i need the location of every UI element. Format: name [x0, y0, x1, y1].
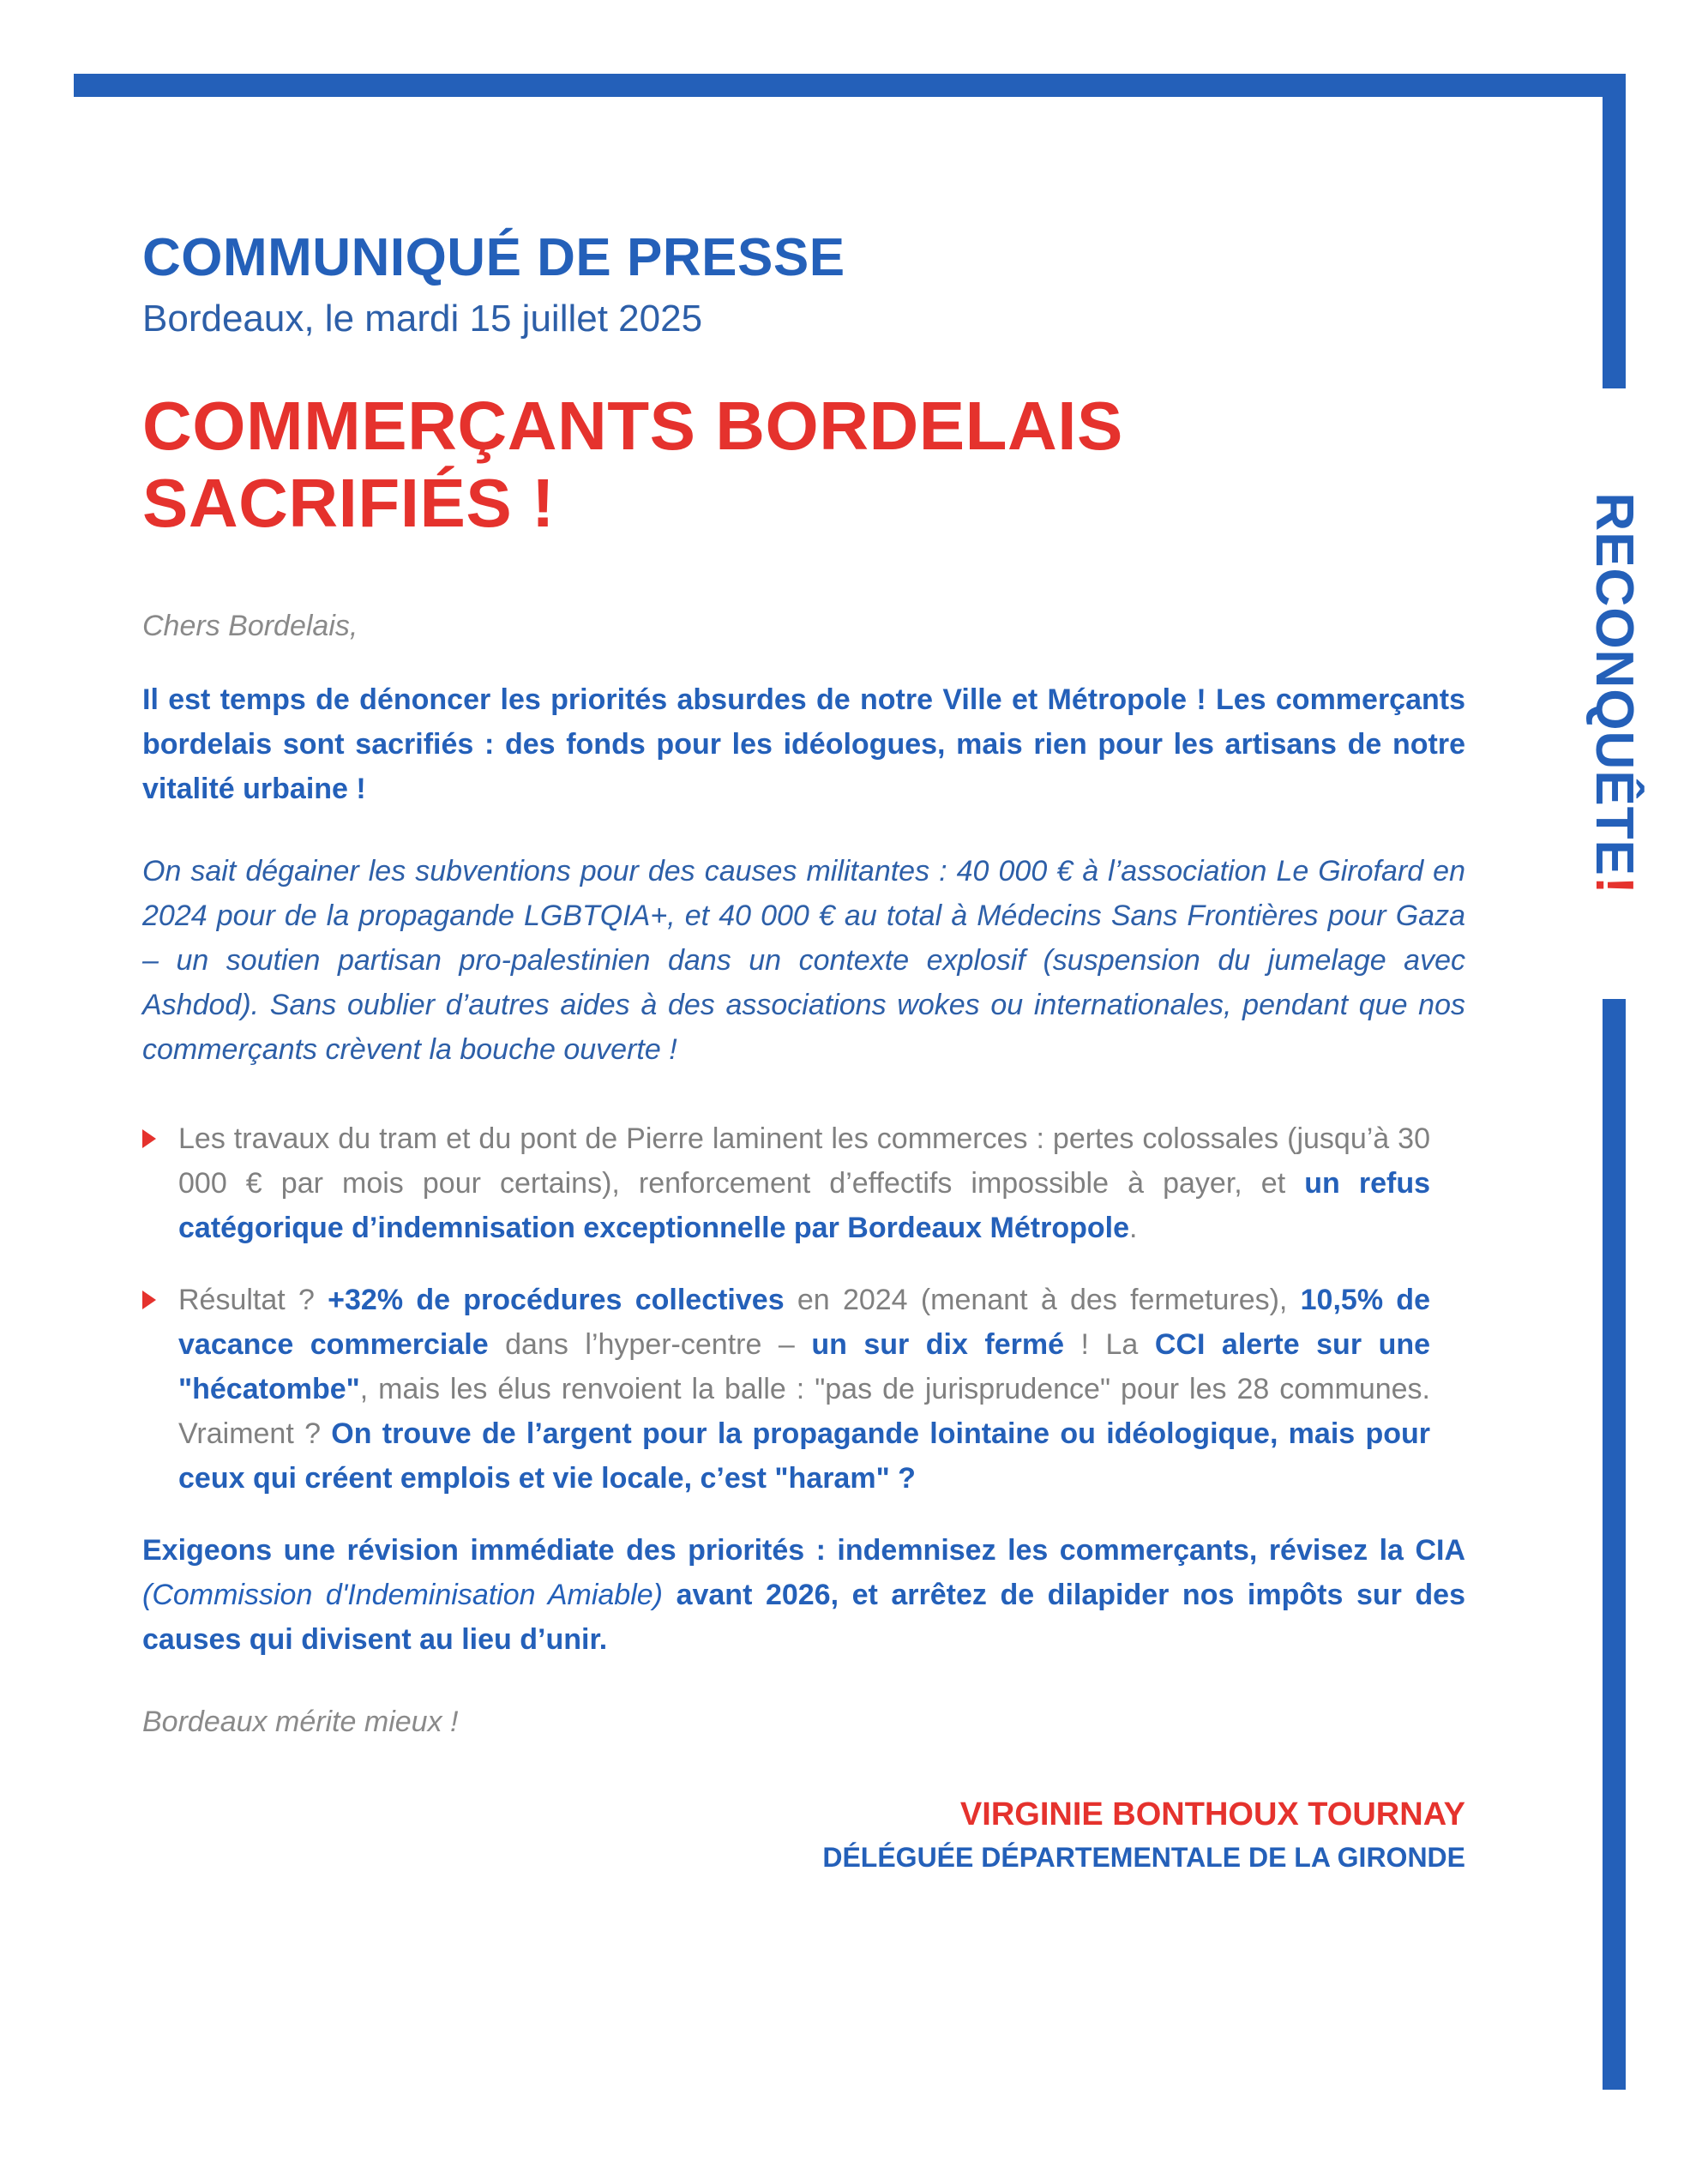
- press-release: [142, 225, 1465, 1878]
- frame-top-bar: [74, 74, 1626, 97]
- headline-line-2: SACRIFIÉS !: [142, 465, 556, 541]
- bullet-highlight: un refus catégorique d’indemnisation exceptionnelle par Bordeaux Métropole: [178, 1167, 1430, 1244]
- lead-paragraph: Il est temps de dénoncer les priorités absurdes de notre Ville et Métropole ! Les commerçants bordelais sont sacrifiés : des fonds pour les idéologues, mais rien pour les artisans de notre vitalité urbaine !: [142, 683, 1465, 805]
- subsidies-paragraph: On sait dégainer les subventions pour des causes militantes : 40 000 € à l’association Le Girofard en 2024 pour de la propagande LGBTQIA+, et 40 000 € au total à Médecins Sans Frontières pour Gaza – un soutien partisan pro-palestinien dans un contexte explosif (suspension du jumelage avec Ashdod). Sans oublier d’autres aides à des associations wokes ou internationales, pendant que nos commerçants crèvent la bouche ouverte !: [142, 855, 1465, 1066]
- bullet-highlight: +32% de procédures collectives: [328, 1284, 785, 1316]
- closing-text: Exigeons une révision immédiate des priorités : indemnisez les commerçants, révisez la CIA: [142, 1534, 1465, 1567]
- dateline: Bordeaux, le mardi 15 juillet 2025: [142, 298, 703, 340]
- bullet-highlight: 10,5% de vacance commerciale: [178, 1284, 1430, 1361]
- greeting: Chers Bordelais,: [142, 610, 358, 642]
- bullet-text: en 2024 (menant à des fermetures),: [784, 1284, 1301, 1316]
- logo-exclamation: !: [1585, 875, 1644, 895]
- signoff: Bordeaux mérite mieux !: [142, 1706, 459, 1738]
- reconquete-logo: [1579, 454, 1648, 934]
- bullet-text: dans l’hyper-centre –: [488, 1328, 812, 1361]
- bullet-text: , mais les élus renvoient la balle : "pas de jurisprudence" pour les 28 communes. Vraiment ?: [178, 1373, 1430, 1450]
- bullet-list: [142, 1116, 1430, 1501]
- headline-line-1: COMMERÇANTS BORDELAIS: [142, 388, 1123, 464]
- headline: [142, 388, 1465, 542]
- bullet-arrow-icon: [142, 1291, 156, 1309]
- frame-right-bar-upper: [1603, 74, 1626, 388]
- bullet-item-works: [178, 1116, 1430, 1250]
- closing-text: avant 2026, et arrêtez de dilapider nos impôts sur des causes qui divisent au lieu d’unir.: [142, 1579, 1465, 1656]
- signatory-name: VIRGINIE BONTHOUX TOURNAY: [959, 1796, 1465, 1832]
- bullet-text: Résultat ?: [178, 1284, 328, 1316]
- closing-paragraph: [142, 1528, 1465, 1662]
- signatory-title: DÉLÉGUÉE DÉPARTEMENTALE DE LA GIRONDE: [822, 1842, 1465, 1873]
- logo-wordmark: RECONQUÊTE: [1585, 492, 1644, 876]
- bullet-item-results: [178, 1278, 1430, 1501]
- document-type: COMMUNIQUÉ DE PRESSE: [142, 228, 845, 287]
- bullet-text: Les travaux du tram et du pont de Pierre laminent les commerces : pertes colossales (jusqu’à 30 000 € par mois pour certains), renforcement d’effectifs impossible à payer, et: [178, 1122, 1430, 1200]
- bullet-text: .: [1128, 1212, 1138, 1244]
- bullet-arrow-icon: [142, 1129, 156, 1148]
- bullet-highlight: un sur dix fermé: [811, 1328, 1065, 1361]
- frame-right-bar-lower: [1603, 999, 1626, 2090]
- signature-block: [142, 1792, 1465, 1878]
- bullet-text: ! La: [1064, 1328, 1155, 1361]
- closing-parenthetical: (Commission d'Indeminisation Amiable): [142, 1579, 664, 1611]
- bullet-highlight: On trouve de l’argent pour la propagande lointaine ou idéologique, mais pour ceux qui créent emplois et vie locale, c’est "haram" ?: [178, 1417, 1431, 1495]
- bullet-highlight: CCI alerte sur une "hécatombe": [178, 1328, 1431, 1405]
